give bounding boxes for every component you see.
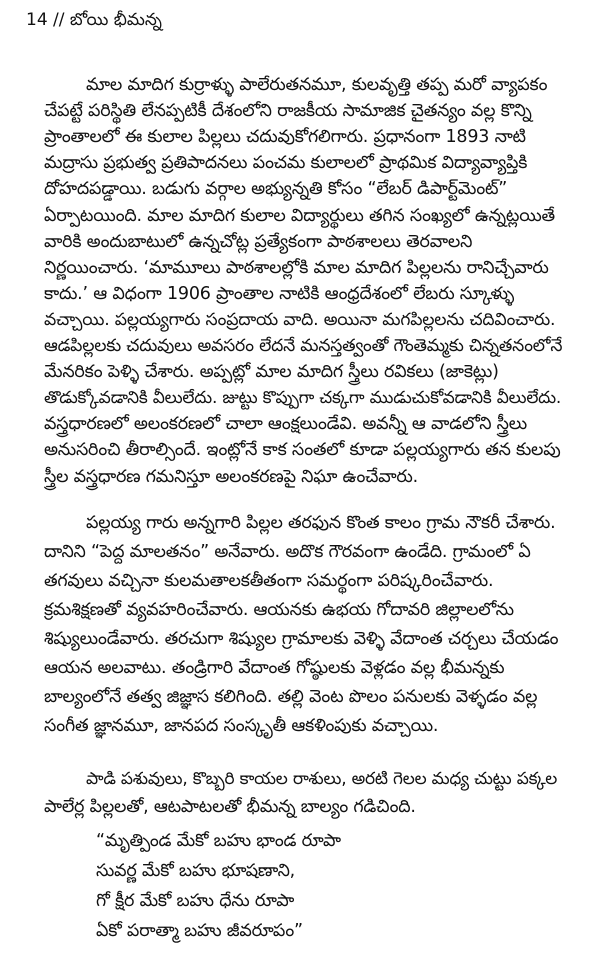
paragraph-line: మేనరికం పెళ్ళి చేశారు. అప్పట్లో మాల మాదిగ స్త్రీలు రవికలు (జాకెట్లు) (44, 362, 499, 383)
paragraph-line: అనుసరించి తీరాల్సిందే. ఇంట్లోనే కాక సంతలో కూడా పల్లయ్యగారు తన కులపు (44, 440, 561, 461)
paragraph-line: పల్లయ్య గారు అన్నగారి పిల్లల తరఫున కొంత కాలం గ్రామ నౌకరీ చేశారు. (86, 513, 556, 533)
header-separator: // (53, 10, 65, 30)
paragraph-line: పాలేర్ల పిల్లలతో, ఆటపాటలతో భీమన్న బాల్యం గడిచింది. (44, 797, 416, 817)
paragraph-line: తగవులు వచ్చినా కులమతాలకతీతంగా సమర్థంగా పరిష్కరించేవారు. (44, 571, 494, 591)
paragraph-line: మద్రాసు ప్రభుత్వ ప్రతిపాదనలు పంచమ కులాలలో ప్రాథమిక విద్యావ్యాప్తికి (44, 153, 528, 174)
paragraph-line: మాల మాదిగ కుర్రాళ్ళు పాలేరుతనమూ, కులవృత్తి తప్ప మరో వ్యాపకం (86, 75, 548, 95)
paragraph-line: చేపట్టే పరిస్థితి లేనప్పటికీ దేశంలోని రాజకీయ సామాజిక చైతన్యం వల్ల కొన్ని (44, 101, 532, 122)
paragraph-line: క్రమశిక్షణతో వ్యవహరించేవారు. ఆయనకు ఉభయ గోదావరి జిల్లాలలోను (44, 600, 514, 620)
verse-line: గో క్షీర మేకో బహు ధేను రూపా (96, 891, 295, 911)
paragraph-line: బాల్యంలోనే తత్వ జిజ్ఞాస కలిగింది. తల్లి వెంట పొలం పనులకు వెళ్ళడం వల్ల (44, 687, 538, 707)
paragraph-line: పాడి పశువులు, కొబ్బరి కాయల రాశులు, అరటి గెలల మధ్య చుట్టు పక్కల (86, 769, 558, 789)
page-number: 14 (26, 10, 48, 30)
verse-line: సువర్ణ మేకో బహు భూషణాని, (96, 861, 296, 881)
paragraph-line: ఏర్పాటయింది. మాల మాదిగ కులాల విద్యార్థులు తగిన సంఖ్యలో ఉన్నట్లయితే (44, 205, 555, 226)
verse-block (96, 826, 341, 946)
paragraph-line: సంగీత జ్ఞానమూ, జానపద సంస్కృతీ ఆకళింపుకు వచ్చాయి. (44, 716, 439, 736)
book-title: బోయి భీమన్న (69, 10, 162, 30)
paragraph-line: నిర్ణయించారు. ‘మామూలు పాఠశాలల్లోకి మాల మాదిగ పిల్లలను రానిచ్చేవారు (44, 257, 549, 278)
paragraph-line: కాదు.’ ఆ విధంగా 1906 ప్రాంతాల నాటికి ఆంధ్రదేశంలో లేబరు స్కూళ్ళు (44, 283, 515, 304)
paragraph-line: ఆయన అలవాటు. తండ్రిగారి వేదాంత గోష్ఠులకు వెళ్లడం వల్ల భీమన్నకు (44, 658, 505, 678)
verse-line: ఏకో పరాత్మా బహు జీవరూపం” (96, 921, 303, 941)
paragraph-line: దోహదపడ్డాయి. బడుగు వర్గాల అభ్యున్నతి కోసం “లేబర్ డిపార్ట్‌మెంట్” (44, 179, 508, 200)
paragraph-line: తొడుక్కోవడానికి వీలులేదు. జుట్టు కొప్పుగా చక్కగా ముడుచుకోవడానికి వీలులేదు. (44, 388, 562, 409)
paragraph-line: వారికి అందుబాటులో ఉన్నచోట్ల ప్రత్యేకంగా పాఠశాలలు తెరవాలని (44, 231, 473, 252)
page-header (26, 8, 162, 32)
paragraph-line: స్త్రీల వస్త్రధారణ గమనిస్తూ అలంకరణపై నిఘా ఉంచేవారు. (44, 466, 419, 487)
paragraph-line: ఆడపిల్లలకు చదువులు అవసరం లేదనే మనస్తత్వంతో గౌంతెమ్మకు చిన్నతనంలోనే (44, 336, 563, 356)
paragraph-line: వచ్చాయి. పల్లయ్యగారు సంప్రదాయ వాది. అయినా మగపిల్లలను చదివించారు. (44, 309, 556, 330)
paragraph-line: శిష్యులుండేవారు. తరచుగా శిష్యుల గ్రామాలకు వెళ్ళి వేదాంత చర్చలు చేయడం (44, 629, 559, 649)
verse-line: “మృత్పిండ మేకో బహు భాండ రూపా (96, 831, 341, 851)
paragraph-line: దానిని “పెద్ద మాలతనం” అనేవారు. అదొక గౌరవంగా ఉండేది. గ్రామంలో ఏ (44, 542, 531, 562)
paragraph-line: వస్త్రధారణలో అలంకరణలో చాలా ఆంక్షలుండేవి. అవన్నీ ఆ వాడలోని స్త్రీలు (44, 414, 528, 435)
paragraph-line: ప్రాంతాలలో ఈ కులాల పిల్లలు చదువుకోగలిగారు. ప్రధానంగా 1893 నాటి (44, 127, 526, 148)
